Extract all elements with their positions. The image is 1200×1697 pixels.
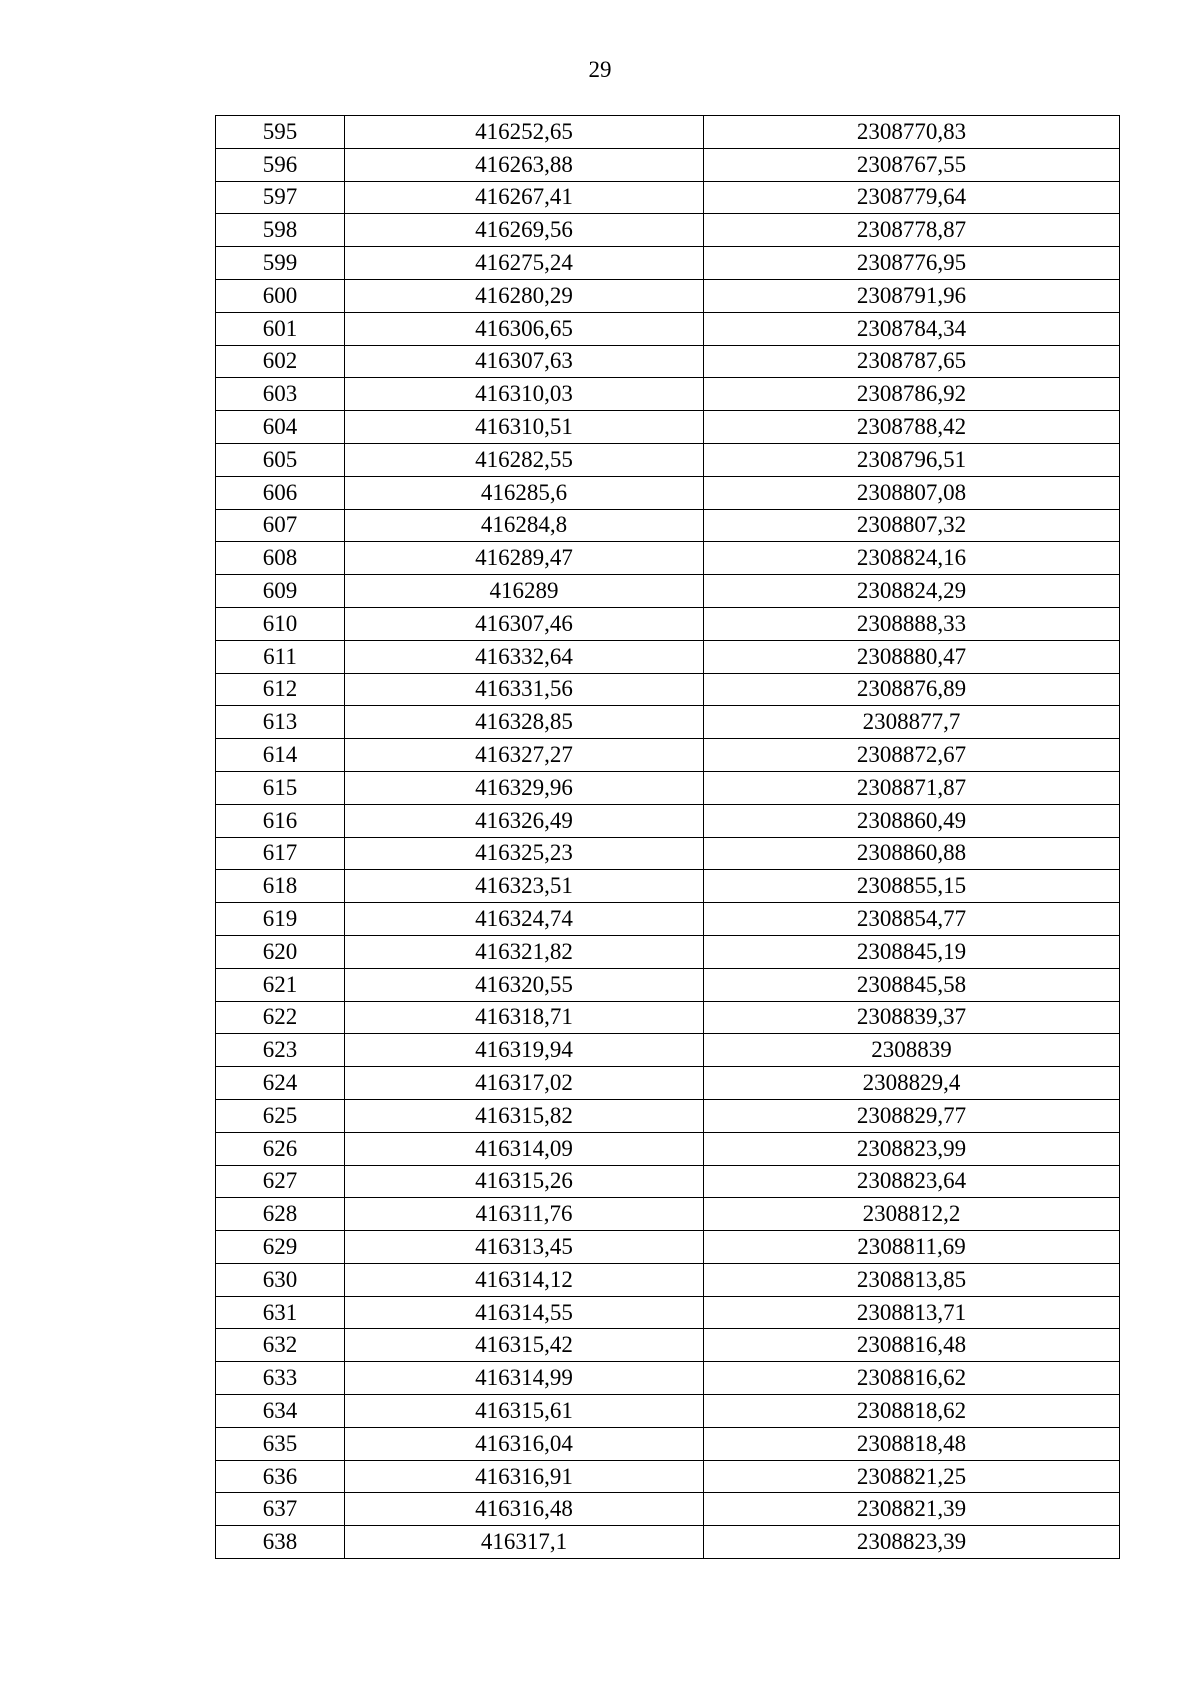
- y-coordinate-cell: 2308860,88: [704, 837, 1120, 870]
- x-coordinate-cell: 416316,04: [345, 1427, 704, 1460]
- y-coordinate-cell: 2308845,19: [704, 935, 1120, 968]
- x-coordinate-cell: 416324,74: [345, 903, 704, 936]
- table-row: [216, 509, 1120, 542]
- table-row: [216, 739, 1120, 772]
- point-number-cell: 630: [216, 1263, 345, 1296]
- table-row: [216, 1296, 1120, 1329]
- point-number-cell: 637: [216, 1493, 345, 1526]
- point-number-cell: 621: [216, 968, 345, 1001]
- table-row: [216, 1460, 1120, 1493]
- y-coordinate-cell: 2308816,62: [704, 1362, 1120, 1395]
- x-coordinate-cell: 416307,63: [345, 345, 704, 378]
- table-row: [216, 673, 1120, 706]
- y-coordinate-cell: 2308813,85: [704, 1263, 1120, 1296]
- x-coordinate-cell: 416316,48: [345, 1493, 704, 1526]
- point-number-cell: 636: [216, 1460, 345, 1493]
- table-row: [216, 837, 1120, 870]
- coordinates-table: [215, 115, 1120, 1559]
- point-number-cell: 638: [216, 1526, 345, 1559]
- point-number-cell: 600: [216, 279, 345, 312]
- x-coordinate-cell: 416307,46: [345, 607, 704, 640]
- point-number-cell: 596: [216, 148, 345, 181]
- point-number-cell: 609: [216, 575, 345, 608]
- y-coordinate-cell: 2308813,71: [704, 1296, 1120, 1329]
- point-number-cell: 604: [216, 411, 345, 444]
- x-coordinate-cell: 416332,64: [345, 640, 704, 673]
- table-row: [216, 1165, 1120, 1198]
- y-coordinate-cell: 2308824,29: [704, 575, 1120, 608]
- table-row: [216, 903, 1120, 936]
- y-coordinate-cell: 2308880,47: [704, 640, 1120, 673]
- point-number-cell: 623: [216, 1034, 345, 1067]
- point-number-cell: 608: [216, 542, 345, 575]
- x-coordinate-cell: 416284,8: [345, 509, 704, 542]
- table-row: [216, 1034, 1120, 1067]
- table-row: [216, 1526, 1120, 1559]
- point-number-cell: 619: [216, 903, 345, 936]
- point-number-cell: 610: [216, 607, 345, 640]
- table-row: [216, 804, 1120, 837]
- x-coordinate-cell: 416331,56: [345, 673, 704, 706]
- y-coordinate-cell: 2308823,99: [704, 1132, 1120, 1165]
- point-number-cell: 625: [216, 1099, 345, 1132]
- point-number-cell: 635: [216, 1427, 345, 1460]
- table-row: [216, 1231, 1120, 1264]
- point-number-cell: 632: [216, 1329, 345, 1362]
- y-coordinate-cell: 2308877,7: [704, 706, 1120, 739]
- x-coordinate-cell: 416315,61: [345, 1395, 704, 1428]
- table-row: [216, 279, 1120, 312]
- x-coordinate-cell: 416316,91: [345, 1460, 704, 1493]
- x-coordinate-cell: 416326,49: [345, 804, 704, 837]
- y-coordinate-cell: 2308818,62: [704, 1395, 1120, 1428]
- point-number-cell: 599: [216, 247, 345, 280]
- table-row: [216, 1198, 1120, 1231]
- table-row: [216, 1329, 1120, 1362]
- table-row: [216, 1263, 1120, 1296]
- y-coordinate-cell: 2308816,48: [704, 1329, 1120, 1362]
- table-row: [216, 771, 1120, 804]
- y-coordinate-cell: 2308872,67: [704, 739, 1120, 772]
- x-coordinate-cell: 416315,42: [345, 1329, 704, 1362]
- x-coordinate-cell: 416329,96: [345, 771, 704, 804]
- y-coordinate-cell: 2308784,34: [704, 312, 1120, 345]
- point-number-cell: 634: [216, 1395, 345, 1428]
- point-number-cell: 617: [216, 837, 345, 870]
- y-coordinate-cell: 2308871,87: [704, 771, 1120, 804]
- point-number-cell: 620: [216, 935, 345, 968]
- x-coordinate-cell: 416310,03: [345, 378, 704, 411]
- table-row: [216, 1132, 1120, 1165]
- y-coordinate-cell: 2308845,58: [704, 968, 1120, 1001]
- y-coordinate-cell: 2308823,64: [704, 1165, 1120, 1198]
- table-row: [216, 116, 1120, 149]
- point-number-cell: 603: [216, 378, 345, 411]
- point-number-cell: 614: [216, 739, 345, 772]
- point-number-cell: 622: [216, 1001, 345, 1034]
- point-number-cell: 602: [216, 345, 345, 378]
- y-coordinate-cell: 2308807,08: [704, 476, 1120, 509]
- x-coordinate-cell: 416323,51: [345, 870, 704, 903]
- table-row: [216, 214, 1120, 247]
- point-number-cell: 626: [216, 1132, 345, 1165]
- y-coordinate-cell: 2308829,77: [704, 1099, 1120, 1132]
- table-row: [216, 181, 1120, 214]
- y-coordinate-cell: 2308812,2: [704, 1198, 1120, 1231]
- x-coordinate-cell: 416319,94: [345, 1034, 704, 1067]
- point-number-cell: 613: [216, 706, 345, 739]
- y-coordinate-cell: 2308854,77: [704, 903, 1120, 936]
- point-number-cell: 633: [216, 1362, 345, 1395]
- table-row: [216, 443, 1120, 476]
- x-coordinate-cell: 416263,88: [345, 148, 704, 181]
- point-number-cell: 616: [216, 804, 345, 837]
- table-row: [216, 542, 1120, 575]
- y-coordinate-cell: 2308821,25: [704, 1460, 1120, 1493]
- table-row: [216, 345, 1120, 378]
- table-row: [216, 968, 1120, 1001]
- point-number-cell: 598: [216, 214, 345, 247]
- y-coordinate-cell: 2308788,42: [704, 411, 1120, 444]
- x-coordinate-cell: 416321,82: [345, 935, 704, 968]
- x-coordinate-cell: 416325,23: [345, 837, 704, 870]
- y-coordinate-cell: 2308770,83: [704, 116, 1120, 149]
- point-number-cell: 597: [216, 181, 345, 214]
- point-number-cell: 611: [216, 640, 345, 673]
- y-coordinate-cell: 2308791,96: [704, 279, 1120, 312]
- point-number-cell: 627: [216, 1165, 345, 1198]
- y-coordinate-cell: 2308839: [704, 1034, 1120, 1067]
- y-coordinate-cell: 2308811,69: [704, 1231, 1120, 1264]
- y-coordinate-cell: 2308787,65: [704, 345, 1120, 378]
- x-coordinate-cell: 416311,76: [345, 1198, 704, 1231]
- x-coordinate-cell: 416252,65: [345, 116, 704, 149]
- y-coordinate-cell: 2308860,49: [704, 804, 1120, 837]
- table-row: [216, 607, 1120, 640]
- y-coordinate-cell: 2308839,37: [704, 1001, 1120, 1034]
- y-coordinate-cell: 2308796,51: [704, 443, 1120, 476]
- x-coordinate-cell: 416314,12: [345, 1263, 704, 1296]
- y-coordinate-cell: 2308779,64: [704, 181, 1120, 214]
- x-coordinate-cell: 416320,55: [345, 968, 704, 1001]
- table-row: [216, 1362, 1120, 1395]
- table-row: [216, 247, 1120, 280]
- table-row: [216, 1493, 1120, 1526]
- point-number-cell: 612: [216, 673, 345, 706]
- x-coordinate-cell: 416310,51: [345, 411, 704, 444]
- table-row: [216, 935, 1120, 968]
- x-coordinate-cell: 416289: [345, 575, 704, 608]
- x-coordinate-cell: 416315,82: [345, 1099, 704, 1132]
- point-number-cell: 595: [216, 116, 345, 149]
- point-number-cell: 607: [216, 509, 345, 542]
- table-row: [216, 1395, 1120, 1428]
- y-coordinate-cell: 2308823,39: [704, 1526, 1120, 1559]
- y-coordinate-cell: 2308776,95: [704, 247, 1120, 280]
- y-coordinate-cell: 2308807,32: [704, 509, 1120, 542]
- table-row: [216, 575, 1120, 608]
- point-number-cell: 629: [216, 1231, 345, 1264]
- x-coordinate-cell: 416328,85: [345, 706, 704, 739]
- y-coordinate-cell: 2308818,48: [704, 1427, 1120, 1460]
- x-coordinate-cell: 416280,29: [345, 279, 704, 312]
- x-coordinate-cell: 416306,65: [345, 312, 704, 345]
- y-coordinate-cell: 2308778,87: [704, 214, 1120, 247]
- y-coordinate-cell: 2308786,92: [704, 378, 1120, 411]
- coordinates-table-body: [216, 116, 1120, 1559]
- x-coordinate-cell: 416289,47: [345, 542, 704, 575]
- x-coordinate-cell: 416269,56: [345, 214, 704, 247]
- y-coordinate-cell: 2308888,33: [704, 607, 1120, 640]
- x-coordinate-cell: 416313,45: [345, 1231, 704, 1264]
- table-row: [216, 640, 1120, 673]
- y-coordinate-cell: 2308855,15: [704, 870, 1120, 903]
- point-number-cell: 615: [216, 771, 345, 804]
- table-row: [216, 706, 1120, 739]
- point-number-cell: 606: [216, 476, 345, 509]
- x-coordinate-cell: 416317,1: [345, 1526, 704, 1559]
- page-number: 29: [588, 57, 612, 82]
- point-number-cell: 628: [216, 1198, 345, 1231]
- x-coordinate-cell: 416318,71: [345, 1001, 704, 1034]
- x-coordinate-cell: 416314,55: [345, 1296, 704, 1329]
- point-number-cell: 601: [216, 312, 345, 345]
- table-row: [216, 1099, 1120, 1132]
- x-coordinate-cell: 416327,27: [345, 739, 704, 772]
- y-coordinate-cell: 2308767,55: [704, 148, 1120, 181]
- y-coordinate-cell: 2308824,16: [704, 542, 1120, 575]
- table-row: [216, 378, 1120, 411]
- point-number-cell: 605: [216, 443, 345, 476]
- y-coordinate-cell: 2308821,39: [704, 1493, 1120, 1526]
- x-coordinate-cell: 416285,6: [345, 476, 704, 509]
- x-coordinate-cell: 416314,09: [345, 1132, 704, 1165]
- table-row: [216, 312, 1120, 345]
- table-row: [216, 411, 1120, 444]
- point-number-cell: 618: [216, 870, 345, 903]
- table-row: [216, 476, 1120, 509]
- x-coordinate-cell: 416275,24: [345, 247, 704, 280]
- x-coordinate-cell: 416282,55: [345, 443, 704, 476]
- y-coordinate-cell: 2308829,4: [704, 1067, 1120, 1100]
- point-number-cell: 624: [216, 1067, 345, 1100]
- table-row: [216, 148, 1120, 181]
- table-row: [216, 1001, 1120, 1034]
- table-row: [216, 1427, 1120, 1460]
- x-coordinate-cell: 416315,26: [345, 1165, 704, 1198]
- point-number-cell: 631: [216, 1296, 345, 1329]
- x-coordinate-cell: 416267,41: [345, 181, 704, 214]
- x-coordinate-cell: 416317,02: [345, 1067, 704, 1100]
- y-coordinate-cell: 2308876,89: [704, 673, 1120, 706]
- x-coordinate-cell: 416314,99: [345, 1362, 704, 1395]
- table-row: [216, 1067, 1120, 1100]
- table-row: [216, 870, 1120, 903]
